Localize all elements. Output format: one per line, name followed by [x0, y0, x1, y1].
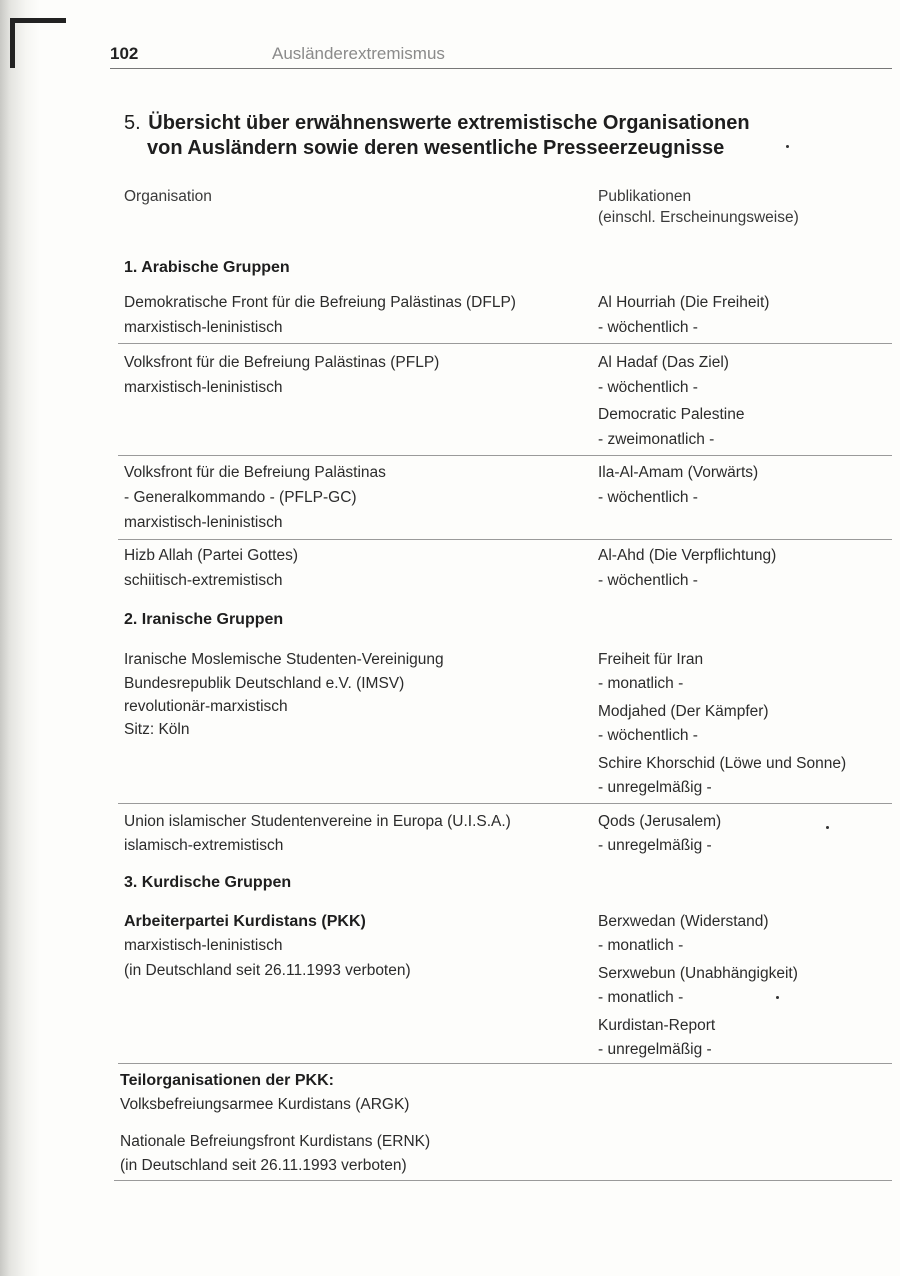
publication-frequency: - zweimonatlich - — [598, 431, 715, 448]
publication-name: Kurdistan-Report — [598, 1017, 716, 1034]
publication-name: Berxwedan (Widerstand) — [598, 913, 769, 930]
page-number: 102 — [110, 44, 139, 63]
org-name: Iranische Moslemische Studenten-Vereinigung — [124, 651, 444, 668]
org-name: Volksfront für die Befreiung Palästinas (PFLP) — [124, 354, 440, 371]
heading-line-2: von Ausländern sowie deren wesentliche Presseerzeugnisse — [147, 137, 725, 159]
column-header-publications-note: (einschl. Erscheinungsweise) — [598, 209, 799, 226]
table-bottom-rule — [114, 1180, 892, 1181]
org-ideology: schiitisch-extremistisch — [124, 572, 283, 589]
publication-name: Democratic Palestine — [598, 406, 745, 423]
org-ideology: marxistisch-leninistisch — [124, 514, 283, 531]
publication-name: Qods (Jerusalem) — [598, 813, 722, 830]
row-separator — [118, 1063, 892, 1064]
scan-speck — [826, 826, 829, 829]
page-title — [124, 111, 750, 136]
heading-number: 5. — [124, 112, 141, 134]
section-title-arabische-gruppen: 1. Arabische Gruppen — [124, 259, 290, 276]
org-ideology: marxistisch-leninistisch — [124, 379, 283, 396]
org-name-continued: - Generalkommando - (PFLP-GC) — [124, 489, 357, 506]
org-name-bold: Arbeiterpartei Kurdistans (PKK) — [124, 913, 366, 930]
org-name: Nationale Befreiungsfront Kurdistans (ERNK) — [120, 1133, 431, 1150]
publication-name: Al-Ahd (Die Verpflichtung) — [598, 547, 777, 564]
row-separator — [118, 803, 892, 804]
publication-frequency: - wöchentlich - — [598, 319, 698, 336]
org-name-bold: Teilorganisationen der PKK: — [120, 1072, 334, 1089]
publication-name: Freiheit für Iran — [598, 651, 704, 668]
crop-mark-vertical — [10, 18, 15, 68]
publication-frequency: - unregelmäßig - — [598, 779, 712, 796]
publication-frequency: - monatlich - — [598, 675, 684, 692]
running-title: Ausländerextremismus — [272, 44, 445, 63]
publication-frequency: - wöchentlich - — [598, 489, 698, 506]
row-separator — [118, 455, 892, 456]
org-ideology: islamisch-extremistisch — [124, 837, 284, 854]
org-ideology: marxistisch-leninistisch — [124, 937, 283, 954]
row-separator — [118, 539, 892, 540]
publication-name: Serxwebun (Unabhängigkeit) — [598, 965, 798, 982]
org-name: Volksbefreiungsarmee Kurdistans (ARGK) — [120, 1096, 410, 1113]
publication-frequency: - wöchentlich - — [598, 379, 698, 396]
org-seat: Sitz: Köln — [124, 721, 190, 738]
scan-binding-shadow — [0, 0, 40, 1276]
publication-name: Schire Khorschid (Löwe und Sonne) — [598, 755, 847, 772]
org-ban-note: (in Deutschland seit 26.11.1993 verboten) — [120, 1157, 407, 1174]
scan-speck — [776, 996, 779, 999]
publication-frequency: - monatlich - — [598, 937, 684, 954]
org-name: Demokratische Front für die Befreiung Palästinas (DFLP) — [124, 294, 516, 311]
publication-name: Al Hadaf (Das Ziel) — [598, 354, 729, 371]
publication-frequency: - unregelmäßig - — [598, 1041, 712, 1058]
publication-frequency: - wöchentlich - — [598, 572, 698, 589]
section-title-kurdische-gruppen: 3. Kurdische Gruppen — [124, 874, 292, 891]
section-title-iranische-gruppen: 2. Iranische Gruppen — [124, 611, 284, 628]
heading-line-1: Übersicht über erwähnenswerte extremistische Organisationen — [148, 112, 750, 134]
header-rule — [110, 68, 892, 69]
column-header-organisation: Organisation — [124, 188, 212, 205]
org-name: Volksfront für die Befreiung Palästinas — [124, 464, 386, 481]
org-ideology: revolutionär-marxistisch — [124, 698, 288, 715]
publication-frequency: - wöchentlich - — [598, 727, 698, 744]
scan-speck — [786, 145, 789, 148]
org-ban-note: (in Deutschland seit 26.11.1993 verboten) — [124, 962, 411, 979]
column-header-publications: Publikationen — [598, 188, 692, 205]
publication-name: Al Hourriah (Die Freiheit) — [598, 294, 770, 311]
org-name: Hizb Allah (Partei Gottes) — [124, 547, 299, 564]
crop-mark-horizontal — [10, 18, 66, 23]
org-ideology: marxistisch-leninistisch — [124, 319, 283, 336]
org-name-continued: Bundesrepublik Deutschland e.V. (IMSV) — [124, 675, 405, 692]
publication-frequency: - unregelmäßig - — [598, 837, 712, 854]
publication-frequency: - monatlich - — [598, 989, 684, 1006]
publication-name: Ila-Al-Amam (Vorwärts) — [598, 464, 759, 481]
row-separator — [118, 343, 892, 344]
publication-name: Modjahed (Der Kämpfer) — [598, 703, 769, 720]
org-name: Union islamischer Studentenvereine in Europa (U.I.S.A.) — [124, 813, 511, 830]
